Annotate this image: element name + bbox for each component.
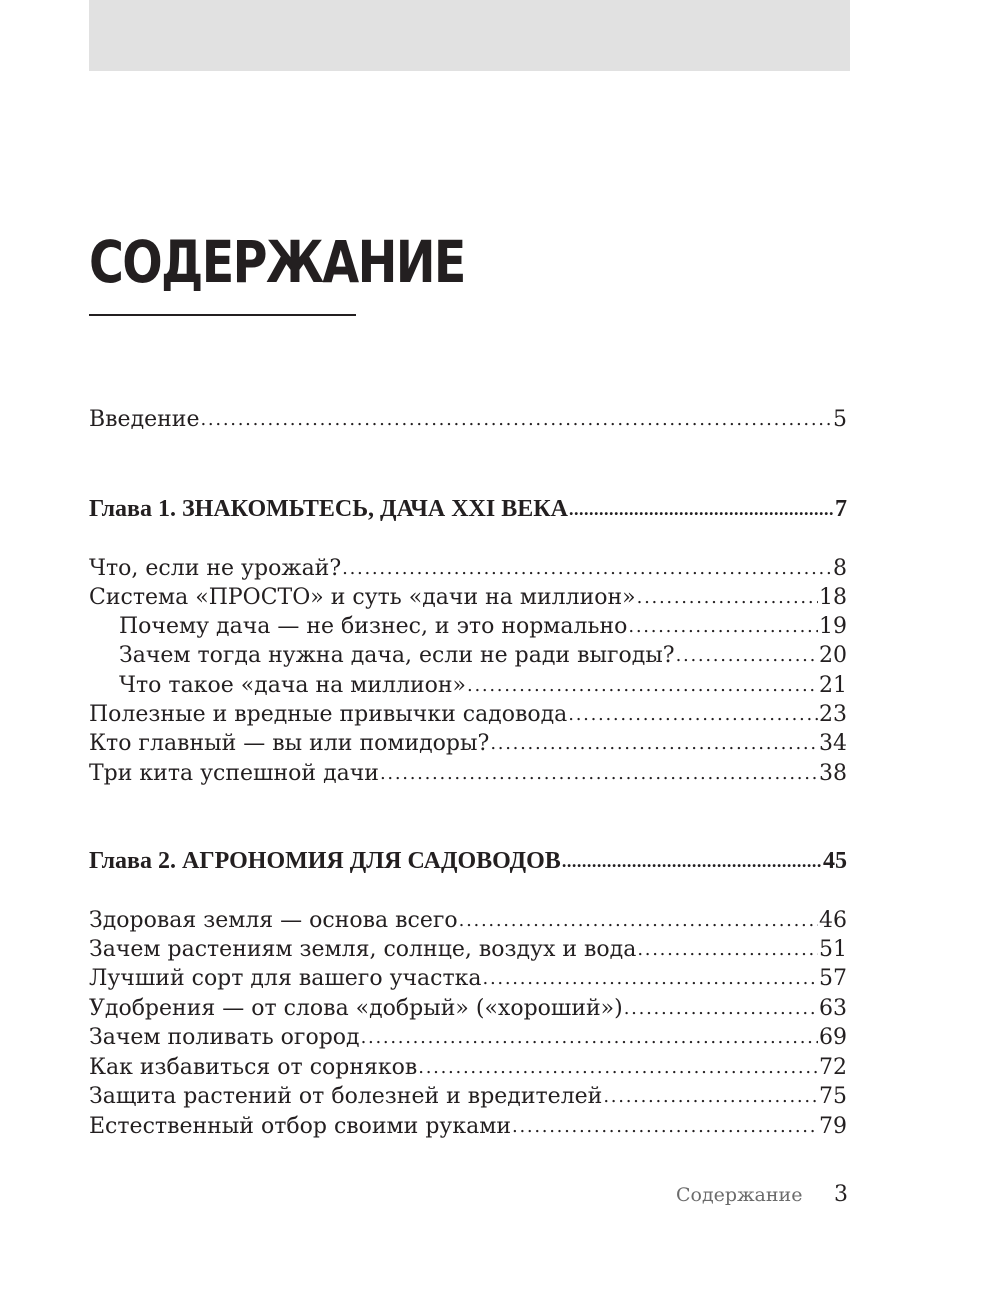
dot-leader <box>483 964 818 994</box>
toc-entry-label: Введение <box>89 407 200 432</box>
dot-leader <box>676 641 818 671</box>
dot-leader <box>568 700 818 730</box>
dot-leader <box>512 1112 818 1142</box>
toc-entry-label: Зачем растениям земля, солнце, воздух и вода <box>89 937 637 962</box>
header-band <box>89 0 850 71</box>
toc-entry-page: 21 <box>819 673 847 698</box>
toc-entry[interactable] <box>89 1082 847 1112</box>
toc-entry[interactable] <box>89 964 847 994</box>
dot-leader <box>200 405 832 435</box>
dot-leader <box>569 494 834 524</box>
toc-entry[interactable] <box>89 994 847 1024</box>
toc-entry[interactable] <box>89 1112 847 1142</box>
dot-leader <box>459 906 818 936</box>
toc-chapter-1[interactable] <box>89 494 847 524</box>
toc-chapter-page: 7 <box>835 496 847 522</box>
toc-entry[interactable] <box>89 906 847 936</box>
toc-chapter-label: Глава 2. АГРОНОМИЯ ДЛЯ САДОВОДОВ <box>89 848 561 874</box>
dot-leader <box>624 994 818 1024</box>
toc-chapter-label: Глава 1. ЗНАКОМЬТЕСЬ, ДАЧА XXI ВЕКА <box>89 496 568 522</box>
toc-entry-page: 46 <box>819 908 847 933</box>
toc-entry-label: Три кита успешной дачи <box>89 761 379 786</box>
dot-leader <box>603 1082 818 1112</box>
running-footer-section: Содержание <box>676 1184 803 1206</box>
toc-chapter-2[interactable] <box>89 846 847 876</box>
toc-entry-page: 18 <box>819 585 847 610</box>
toc-entry-label: Кто главный — вы или помидоры? <box>89 731 490 756</box>
toc-entry[interactable] <box>89 1023 847 1053</box>
toc-entry-label: Полезные и вредные привычки садовода <box>89 702 568 727</box>
toc-entry[interactable] <box>89 583 847 613</box>
toc-entry-page: 63 <box>819 996 847 1021</box>
toc-entry[interactable] <box>89 729 847 759</box>
toc-entry-page: 69 <box>819 1025 847 1050</box>
dot-leader <box>342 554 832 584</box>
dot-leader <box>637 583 818 613</box>
toc-entry-label: Как избавиться от сорняков <box>89 1055 418 1080</box>
toc-entry-page: 34 <box>819 731 847 756</box>
page-title: СОДЕРЖАНИЕ <box>89 228 465 296</box>
dot-leader <box>418 1053 818 1083</box>
dot-leader <box>380 759 818 789</box>
toc-entry-label: Естественный отбор своими руками <box>89 1114 511 1139</box>
toc-entry-label: Лучший сорт для вашего участка <box>89 966 482 991</box>
toc-entry-label: Почему дача — не бизнес, и это нормально <box>119 614 628 639</box>
toc-entry[interactable] <box>89 700 847 730</box>
toc-entry-page: 75 <box>819 1084 847 1109</box>
toc-entry-page: 57 <box>819 966 847 991</box>
dot-leader <box>361 1023 818 1053</box>
toc-entry-label: Зачем поливать огород <box>89 1025 360 1050</box>
toc-entry-page: 5 <box>833 407 847 432</box>
toc-entry-page: 23 <box>819 702 847 727</box>
toc-entry-page: 38 <box>819 761 847 786</box>
toc-entry-label: Здоровая земля — основа всего <box>89 908 458 933</box>
page-number: 3 <box>834 1182 848 1207</box>
title-underline <box>89 314 356 316</box>
toc-entry-page: 8 <box>833 556 847 581</box>
dot-leader <box>467 671 818 701</box>
dot-leader <box>628 612 818 642</box>
dot-leader <box>637 935 818 965</box>
toc-entry[interactable] <box>89 935 847 965</box>
toc-entry-page: 20 <box>819 643 847 668</box>
toc-entry-label: Защита растений от болезней и вредителей <box>89 1084 603 1109</box>
dot-leader <box>490 729 818 759</box>
toc-entry-label: Что такое «дача на миллион» <box>119 673 467 698</box>
toc-chapter-page: 45 <box>823 848 847 874</box>
dot-leader <box>562 846 822 876</box>
toc-entry-label: Система «ПРОСТО» и суть «дачи на миллион» <box>89 585 636 610</box>
toc-entry-page: 72 <box>819 1055 847 1080</box>
toc-subentry[interactable] <box>119 641 847 671</box>
toc-entry[interactable] <box>89 554 847 584</box>
toc-entry-page: 19 <box>819 614 847 639</box>
toc-entry-page: 51 <box>819 937 847 962</box>
toc-entry[interactable] <box>89 759 847 789</box>
toc-entry-page: 79 <box>819 1114 847 1139</box>
toc-entry[interactable] <box>89 1053 847 1083</box>
toc-entry-label: Зачем тогда нужна дача, если не ради выгоды? <box>119 643 675 668</box>
toc-entry-intro[interactable] <box>89 405 847 435</box>
toc-subentry[interactable] <box>119 612 847 642</box>
toc-subentry[interactable] <box>119 671 847 701</box>
toc-entry-label: Удобрения — от слова «добрый» («хороший») <box>89 996 623 1021</box>
toc-entry-label: Что, если не урожай? <box>89 556 342 581</box>
